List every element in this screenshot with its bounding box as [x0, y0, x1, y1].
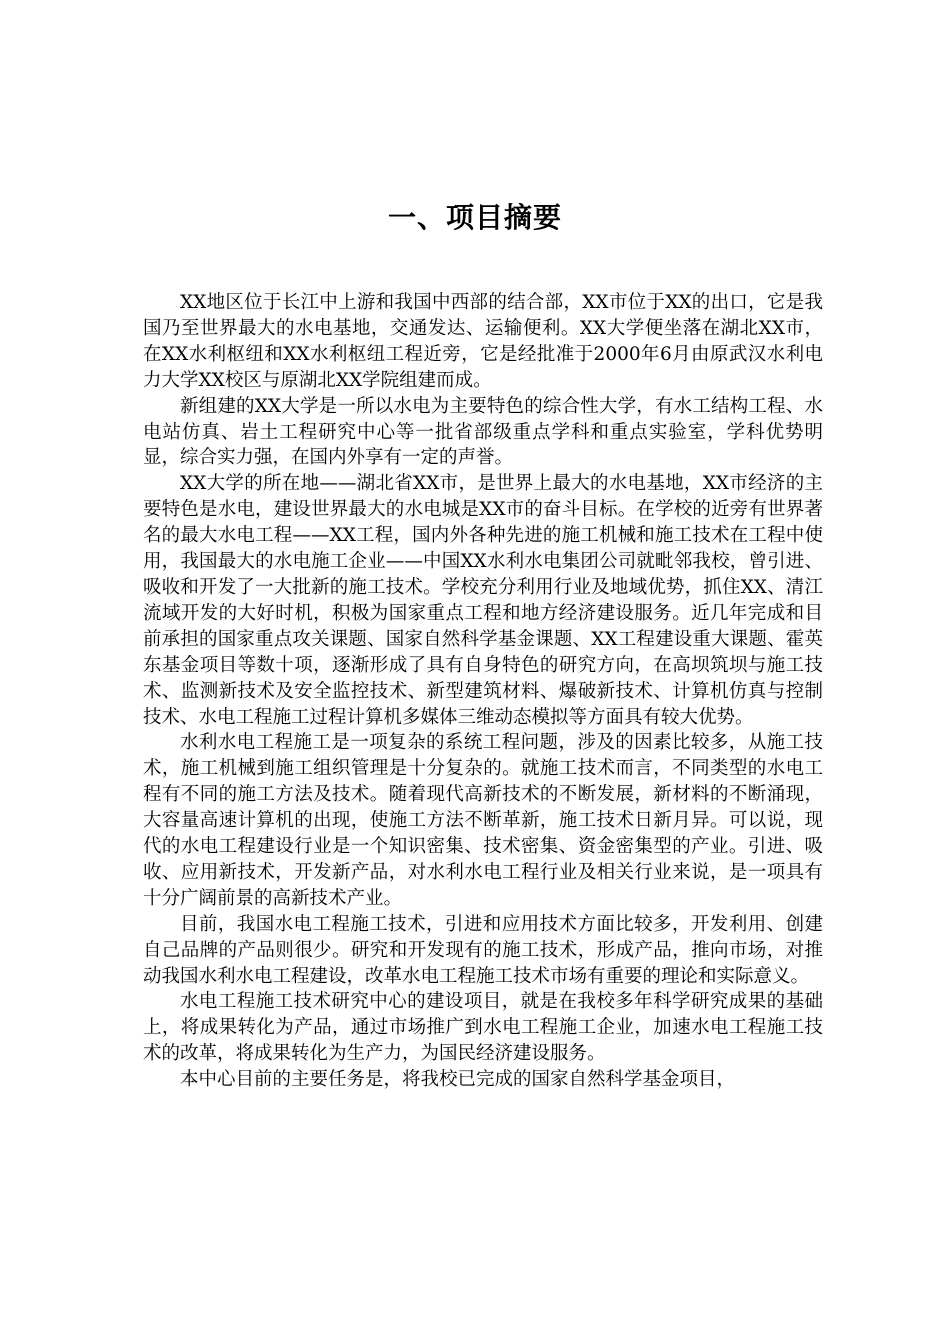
- summary-body: [143, 290, 823, 1093]
- paragraph-city-advantages: XX大学的所在地——湖北省XX市，是世界上最大的水电基地，XX市经济的主要特色是水电，建设世界最大的水电城是XX市的奋斗目标。在学校的近旁有世界著名的最大水电工程——XX工程，国内外各种先进的施工机械和施工技术在工程中使用，我国最大的水电施工企业——中国XX水利水电集团公司就毗邻我校，曾引进、吸收和开发了一大批新的施工技术。学校充分利用行业及地域优势，抓住XX、清江流域开发的大好时机，积极为国家重点工程和地方经济建设服务。近几年完成和目前承担的国家重点攻关课题、国家自然科学基金课题、XX工程建设重大课题、霍英东基金项目等数十项，逐渐形成了具有自身特色的研究方向，在高坝筑坝与施工技术、监测新技术及安全监控技术、新型建筑材料、爆破新技术、计算机仿真与控制技术、水电工程施工过程计算机多媒体三维动态模拟等方面具有较大优势。: [143, 473, 823, 728]
- paragraph-construction-complexity: 水利水电工程施工是一项复杂的系统工程问题，涉及的因素比较多，从施工技术，施工机械到施工组织管理是十分复杂的。就施工技术而言，不同类型的水电工程有不同的施工方法及技术。随着现代高新技术的不断发展，新材料的不断涌现，大容量高速计算机的出现，使施工方法不断革新，施工技术日新月异。可以说，现代的水电工程建设行业是一个知识密集、技术密集、资金密集型的产业。引进、吸收、应用新技术，开发新产品，对水利水电工程行业及相关行业来说，是一项具有十分广阔前景的高新技术产业。: [143, 732, 823, 909]
- paragraph-project-goal: 水电工程施工技术研究中心的建设项目，就是在我校多年科学研究成果的基础上，将成果转化为产品，通过市场推广到水电工程施工企业，加速水电工程施工技术的改革，将成果转化为生产力，为国民经济建设服务。: [143, 991, 823, 1065]
- paragraph-main-task: 本中心目前的主要任务是，将我校已完成的国家自然科学基金项目，: [180, 1069, 736, 1091]
- section-title: 一、项目摘要: [387, 201, 562, 234]
- paragraph-location: XX地区位于长江中上游和我国中西部的结合部，XX市位于XX的出口，它是我国乃至世界最大的水电基地，交通发达、运输便利。XX大学便坐落在湖北XX市，在XX水利枢纽和XX水利枢纽工程近旁，它是经批准于2000年6月由原武汉水利电力大学XX校区与原湖北XX学院组建而成。: [143, 292, 823, 391]
- paragraph-current-status: 目前，我国水电工程施工技术，引进和应用技术方面比较多，开发利用、创建自己品牌的产品则很少。研究和开发现有的施工技术，形成产品，推向市场，对推动我国水利水电工程建设，改革水电工程施工技术市场有重要的理论和实际意义。: [143, 913, 823, 987]
- paragraph-university: 新组建的XX大学是一所以水电为主要特色的综合性大学，有水工结构工程、水电站仿真、岩土工程研究中心等一批省部级重点学科和重点实验室，学科优势明显，综合实力强，在国内外享有一定的声誉。: [143, 395, 823, 469]
